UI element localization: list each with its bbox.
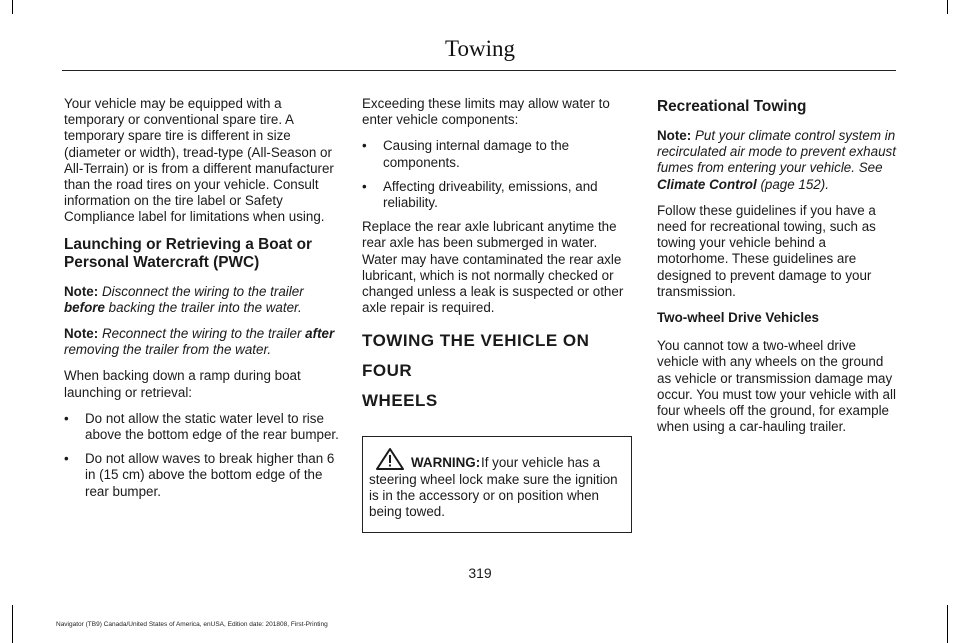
- crop-mark-top-right: [947, 0, 948, 14]
- column-left: [64, 96, 344, 508]
- water-level-list: [64, 411, 344, 500]
- boat-launching-heading: Launching or Retrieving a Boat or Personal Watercraft (PWC): [64, 235, 312, 271]
- exceeding-limits-paragraph: Exceeding these limits may allow water to enter vehicle components:: [362, 96, 610, 128]
- list-item: • Do not allow the static water level to rise above the bottom edge of the rear bumper.: [64, 410, 339, 443]
- note-reconnect: Note: Reconnect the wiring to the trailer after removing the trailer from the water.: [64, 326, 335, 358]
- footer-text: Navigator (TB9) Canada/United States of America, enUSA, Edition date: 201808, First-Printing: [56, 621, 328, 628]
- note-disconnect: Note: Disconnect the wiring to the trailer before backing the trailer into the water.: [64, 283, 304, 315]
- bullet-icon: •: [362, 138, 367, 154]
- column-right: [657, 96, 897, 445]
- section-heading: TOWING THE VEHICLE ON FOUR WHEELS: [362, 331, 590, 411]
- crop-mark-bottom-right: [947, 605, 948, 643]
- warning-box: [362, 436, 632, 533]
- axle-lubricant-paragraph: Replace the rear axle lubricant anytime the rear axle has been submerged in water. Water may have contaminated the rear axle lubricant, which is not normally checked or changed unless a leak is suspected or other axle repair is required.: [362, 219, 624, 316]
- crop-mark-top-left: [12, 0, 13, 14]
- components-list: [362, 138, 632, 211]
- warning-label: WARNING:: [411, 455, 481, 471]
- two-wheel-drive-paragraph: You cannot tow a two-wheel drive vehicle with any wheels on the ground as vehicle or transmission damage may occur. You must tow your vehicle with all four wheels off the ground, for example when using a car-hauling trailer.: [657, 338, 896, 435]
- crop-mark-bottom-left: [12, 605, 13, 643]
- bullet-icon: •: [362, 178, 367, 194]
- backing-down-paragraph: When backing down a ramp during boat launching or retrieval:: [64, 368, 301, 400]
- two-wheel-drive-heading: Two-wheel Drive Vehicles: [657, 310, 819, 326]
- guidelines-paragraph: Follow these guidelines if you have a need for recreational towing, such as towing your vehicle behind a motorhome. These guidelines are designed to prevent damage to your transmission.: [657, 202, 876, 299]
- list-item: • Causing internal damage to the components.: [362, 138, 570, 170]
- list-item: • Affecting driveability, emissions, and reliability.: [362, 178, 598, 211]
- warning-triangle-icon: [375, 447, 405, 471]
- page-title: Towing: [445, 36, 515, 61]
- recreational-towing-heading: Recreational Towing: [657, 98, 807, 115]
- bullet-icon: •: [64, 410, 69, 426]
- bullet-icon: •: [64, 451, 69, 467]
- warning-text: If your vehicle has a steering wheel lock make sure the ignition is in the accessory or on position when being towed.: [369, 455, 618, 520]
- note-climate: Note: Put your climate control system in recirculated air mode to prevent exhaust fumes from entering your vehicle. See Climate Control (page 152).: [657, 128, 896, 192]
- page-number: 319: [468, 565, 492, 581]
- header-divider: [62, 70, 896, 71]
- spare-tire-paragraph: Your vehicle may be equipped with a temporary or conventional spare tire. A temporary spare tire is different in size (diameter or width), tread-type (All-Season or All-Terrain) or is from a different manufacturer than the road tires on your vehicle. Consult information on the tire label or Safety Compliance label for limitations when using.: [64, 96, 334, 225]
- climate-control-link[interactable]: Climate Control: [657, 176, 757, 192]
- column-middle: [362, 96, 632, 533]
- list-item: • Do not allow waves to break higher than 6 in (15 cm) above the bottom edge of the rear bumper.: [64, 451, 335, 499]
